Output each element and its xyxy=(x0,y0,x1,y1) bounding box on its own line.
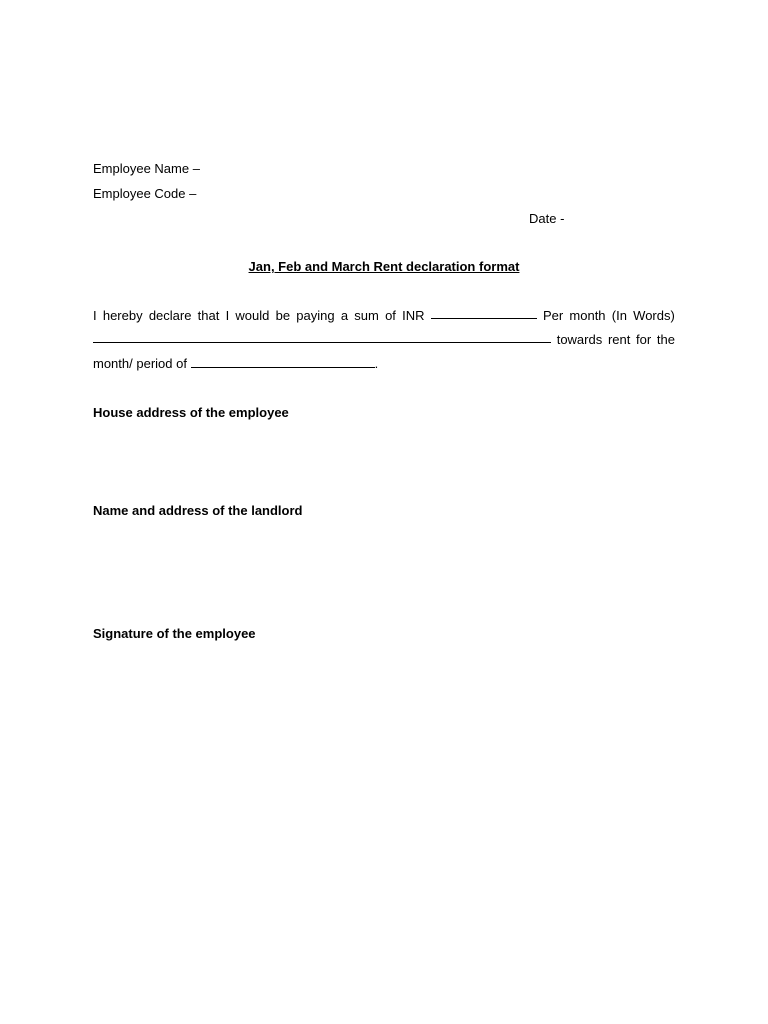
declaration-word: would xyxy=(235,308,270,323)
declaration-word: rent xyxy=(607,332,631,347)
declaration-word: (In xyxy=(611,308,627,323)
declaration-line-1 xyxy=(93,304,675,328)
document-title: Jan, Feb and March Rent declaration format xyxy=(248,259,520,274)
declaration-word: a xyxy=(340,308,349,323)
declaration-word: towards xyxy=(556,332,603,347)
declaration-word: the xyxy=(656,332,675,347)
declaration-word: be xyxy=(275,308,291,323)
declaration-word: sum xyxy=(354,308,379,323)
employee-code-label: Employee Code – xyxy=(93,186,197,201)
date-label: Date - xyxy=(529,211,565,226)
house-address-heading: House address of the employee xyxy=(93,405,289,420)
amount-in-words-blank[interactable] xyxy=(93,328,551,343)
declaration-word: I xyxy=(93,308,97,323)
declaration-word: INR xyxy=(402,308,425,323)
period-label: month/ period of xyxy=(93,356,187,371)
declaration-word: hereby xyxy=(102,308,143,323)
declaration-line-3 xyxy=(93,352,675,376)
declaration-line-2 xyxy=(93,328,675,352)
declaration-word: Per xyxy=(542,308,564,323)
declaration-word: paying xyxy=(296,308,335,323)
declaration-word: that xyxy=(197,308,220,323)
period-end: . xyxy=(374,356,379,371)
signature-heading: Signature of the employee xyxy=(93,626,256,641)
declaration-paragraph xyxy=(93,304,675,376)
landlord-heading: Name and address of the landlord xyxy=(93,503,303,518)
declaration-word: month xyxy=(569,308,606,323)
declaration-word: I xyxy=(225,308,230,323)
period-blank[interactable] xyxy=(191,353,375,368)
amount-blank[interactable] xyxy=(431,304,537,319)
declaration-word: Words) xyxy=(633,308,675,323)
declaration-word: declare xyxy=(148,308,192,323)
declaration-word: of xyxy=(385,308,396,323)
declaration-word: for xyxy=(636,332,652,347)
employee-name-label: Employee Name – xyxy=(93,161,200,176)
